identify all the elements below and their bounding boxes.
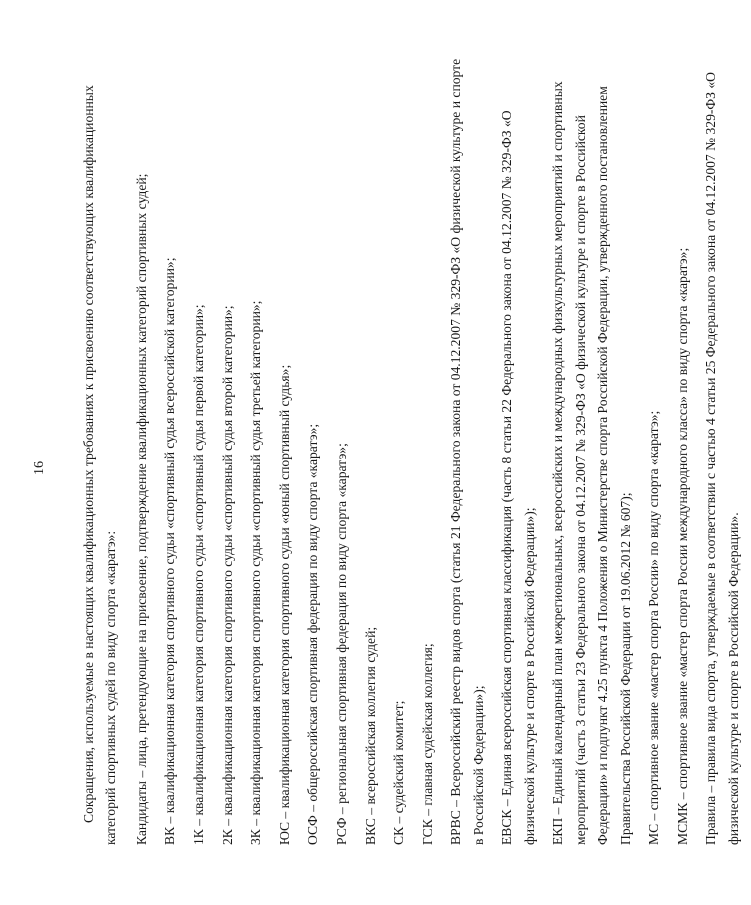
list-item: ВК – квалификационная категория спортивного судьи «спортивный судья всероссийской категории»; (162, 257, 178, 845)
document-body (78, 55, 751, 845)
list-item: 2К – квалификационная категория спортивного судьи «спортивный судья второй категории»; (219, 305, 235, 845)
list-item: ОСФ – общероссийская спортивная федерация по виду спорта «каратэ»; (305, 423, 321, 845)
page-number: 16 (32, 461, 47, 475)
abbreviation-list (131, 55, 745, 845)
list-item: МСМК – спортивное звание «мастер спорта России международного класса» по виду спорта «каратэ»; (674, 247, 690, 845)
list-item: Правила – правила вида спорта, утверждаемые в соответствии с частью 4 статьи 25 Федерального закона от 04.12.2007 № 329-ФЗ «О физической культуре и спорте в Российской Федерации». (703, 72, 741, 845)
list-item: 1К – квалификационная категория спортивного судьи «спортивный судья первой категории»; (191, 304, 206, 845)
list-item: МС – спортивное звание «мастер спорта России» по виду спорта «каратэ»; (646, 410, 662, 845)
list-item: ВКС – всероссийская коллегия судей; (362, 626, 378, 845)
list-item: ВРВС – Всероссийский реестр видов спорта (статья 21 Федерального закона от 04.12.2007 № 329-ФЗ «О физической культуре и спорте в Российской Федерации»); (448, 58, 486, 845)
list-item: РСФ – региональная спортивная федерация по виду спорта «каратэ»; (333, 443, 349, 845)
intro-paragraph: Сокращения, используемые в настоящих квалификационных требованиях к присвоению соответствующих квалификационных категорий спортивных судей по виду спорта «каратэ»: (81, 85, 119, 845)
list-item: ЮС – квалификационная категория спортивного судьи «юный спортивный судья»; (276, 364, 292, 845)
list-item: ЕКП – Единый календарный план межрегиональных, всероссийских и международных физкультурных мероприятий и спортивных мероприятий (часть 3 статьи 23 Федерального закона от 04.12.2007 № 329-ФЗ «О физической культуре и спорте в Российской Федерации» и подпункт 4.25 пункта 4 Положения о Министерстве спорта Российской Федерации, утвержденного постановлением Правительства Российской Федерации от 19.06.2012 № 607); (550, 81, 633, 845)
list-item: ЕВСК – Единая всероссийская спортивная классификация (часть 8 статьи 22 Федерального закона от 04.12.2007 № 329-ФЗ «О физической культуре и спорте в Российской Федерации»); (499, 110, 537, 845)
list-item: 3К – квалификационная категория спортивного судьи «спортивный судья третьей категории»; (248, 300, 264, 845)
list-item: Кандидаты – лица, претендующие на присвоение, подтверждение квалификационных категорий спортивных судей; (133, 173, 149, 845)
list-item: СК – судейский комитет; (391, 700, 407, 845)
list-item: ГСК – главная судейская коллегия; (419, 643, 435, 845)
